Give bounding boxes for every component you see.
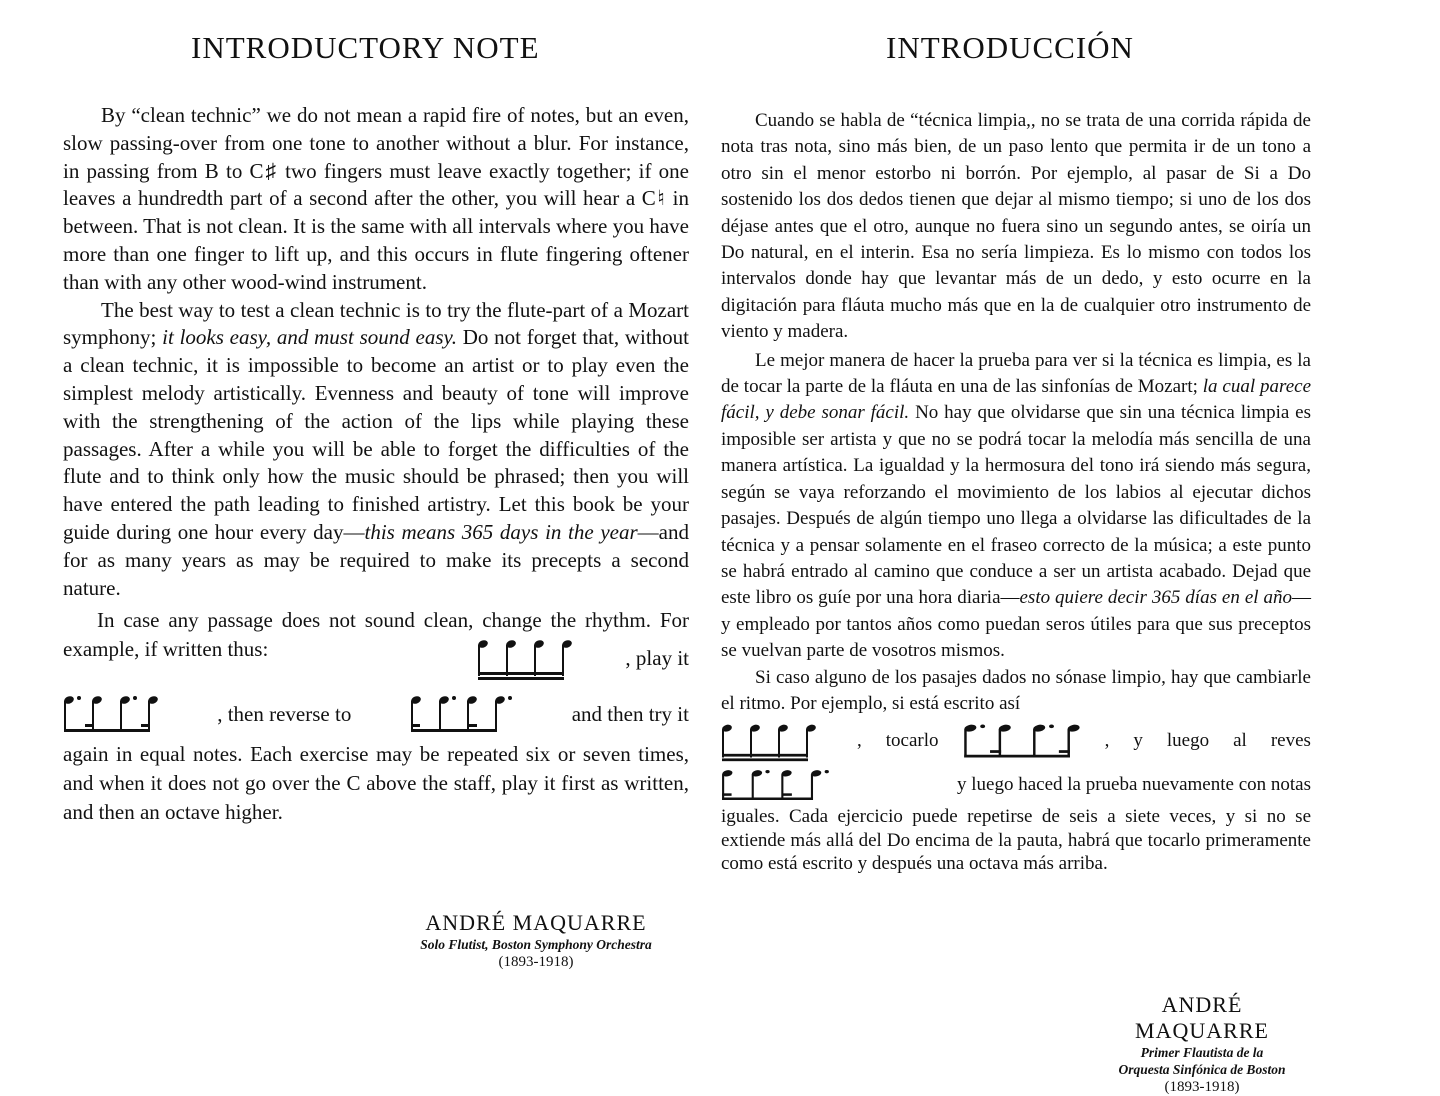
spanish-emphasis-1: la cual parece fácil, y debe sonar fácil. <box>721 376 1312 424</box>
reversed-dotted-rhythm-icon <box>721 765 831 805</box>
english-emphasis-1: it looks easy, and must sound easy. <box>162 325 457 350</box>
spanish-paragraph-2: Le mejor manera de hacer la prueba para ver si la técnica es limpia, es la de tocar la parte de la fláuta en una de las sinfonías de Mozart; la cual parece fácil, y debe sonar fácil. No hay que olvidarse que sin una técnica limpia es imposible ser artista y que no se podrá tocar la melodía más sencilla de una manera artística. La igualdad y la hermosura del tono irá siendo más segura, según se vaya reforzando el movimiento de los labios al ejecutar dichos pasajes. Después de algún tiempo uno llega a olvidarse las dificultades de la técnica y a pensar solamente en el fraseo correcto de la música; a este punto se habrá entrado al camino que conduce a ser un artista acabado. Dejad que este libro os guíe por una hora diaria—esto quiere decir 365 días en el año—y empleado por tantos años como puedan seros útiles para que sus preceptos se vuelvan parte de vosotros mismos. <box>721 349 1312 662</box>
english-body <box>63 102 689 827</box>
spanish-paragraph-3: Si caso alguno de los pasajes dados no sónase limpio, hay que cambiarle el ritmo. Por ejemplo, si está escrito así , tocarlo , y luego al reves y luego haced la prueba nuevamente con notas iguales. Cada ejercicio puede repetirse de seis a siete veces, y si no se extiende más allá del Do encima de la pauta, habrá que tocarlo primeramente como está escrito y después una octava más arriba. <box>721 666 1311 875</box>
spanish-emphasis-2: esto quiere decir 365 días en el año <box>1019 587 1292 609</box>
four-sixteenth-notes-icon <box>477 634 573 682</box>
reversed-dotted-rhythm-icon <box>410 690 514 738</box>
spanish-title: INTRODUCCIÓN <box>886 30 1134 65</box>
spanish-paragraph-1: Cuando se habla de “técnica limpia,, no se trata de una corrida rápida de nota tras nota, sino más bien, de un paso lento que permita ir de un tono a otro sin el menor estorbo ni borrón. Por ejemplo, al pasar de Si a Do sostenido los dos dedos tienen que dejar al mismo tiempo; si uno de los dos déjase antes que el otro, aunque no fuera sino un segundo antes, se oiría un Do natural, en el interin. Esa no sería limpieza. Es lo mismo con todos los intervalos donde hay que levantar más de un dedo, y esto ocurre en la digitación para fláuta mucho más que en la de cualquier otro instrumento de viento y madera. <box>721 110 1311 343</box>
english-paragraph-1: By “clean technic” we do not mean a rapid fire of notes, but an even, slow passing-over from one tone to another without a blur. For instance, in passing from B to C♯ two fingers must leave exactly together; if one leaves a hundredth part of a second after the other, you will hear a C♮ in between. That is not clean. It is the same with all intervals where you have more than one finger to lift up, and this occurs in flute fingering oftener than with any other wood-wind instrument. <box>63 103 689 294</box>
english-paragraph-2: The best way to test a clean technic is to try the flute-part of a Mozart symphony; it looks easy, and must sound easy. Do not forget that, without a clean technic, it is impossible to become an artist or to play even the simplest melody artistically. Evenness and beauty of tone will improve with the strengthening of the action of the lips while playing these passages. After a while you will be able to forget the difficulties of the flute and to think only how the music should be phrased; then you will have entered the path leading to finished artistry. Let this book be your guide during one hour every day—this means 365 days in the year—and for as many years as may be required to make its precepts a second nature. <box>63 297 690 600</box>
english-title: INTRODUCTORY NOTE <box>191 30 540 65</box>
english-paragraph-3: In case any passage does not sound clean, change the rhythm. For example, if written thus: , play it , then reverse to and then try it again in equal notes. Each exercise may be repeated six or seven times, and when it does not go over the C above the staff, play it first as written, and then an octave higher. <box>63 608 689 825</box>
dotted-rhythm-icon <box>63 690 159 738</box>
english-emphasis-2: this means 365 days in the year <box>364 519 638 544</box>
dotted-rhythm-icon <box>963 719 1081 763</box>
spanish-body <box>721 108 1311 876</box>
four-sixteenth-notes-icon <box>721 719 833 763</box>
english-signature: ANDRÉ MAQUARRE Solo Flutist, Boston Symphony Orchestra (1893-1918) <box>420 910 652 970</box>
spanish-signature: ANDRÉ MAQUARRE Primer Flautista de la Orquesta Sinfónica de Boston (1893-1918) <box>1118 992 1286 1095</box>
